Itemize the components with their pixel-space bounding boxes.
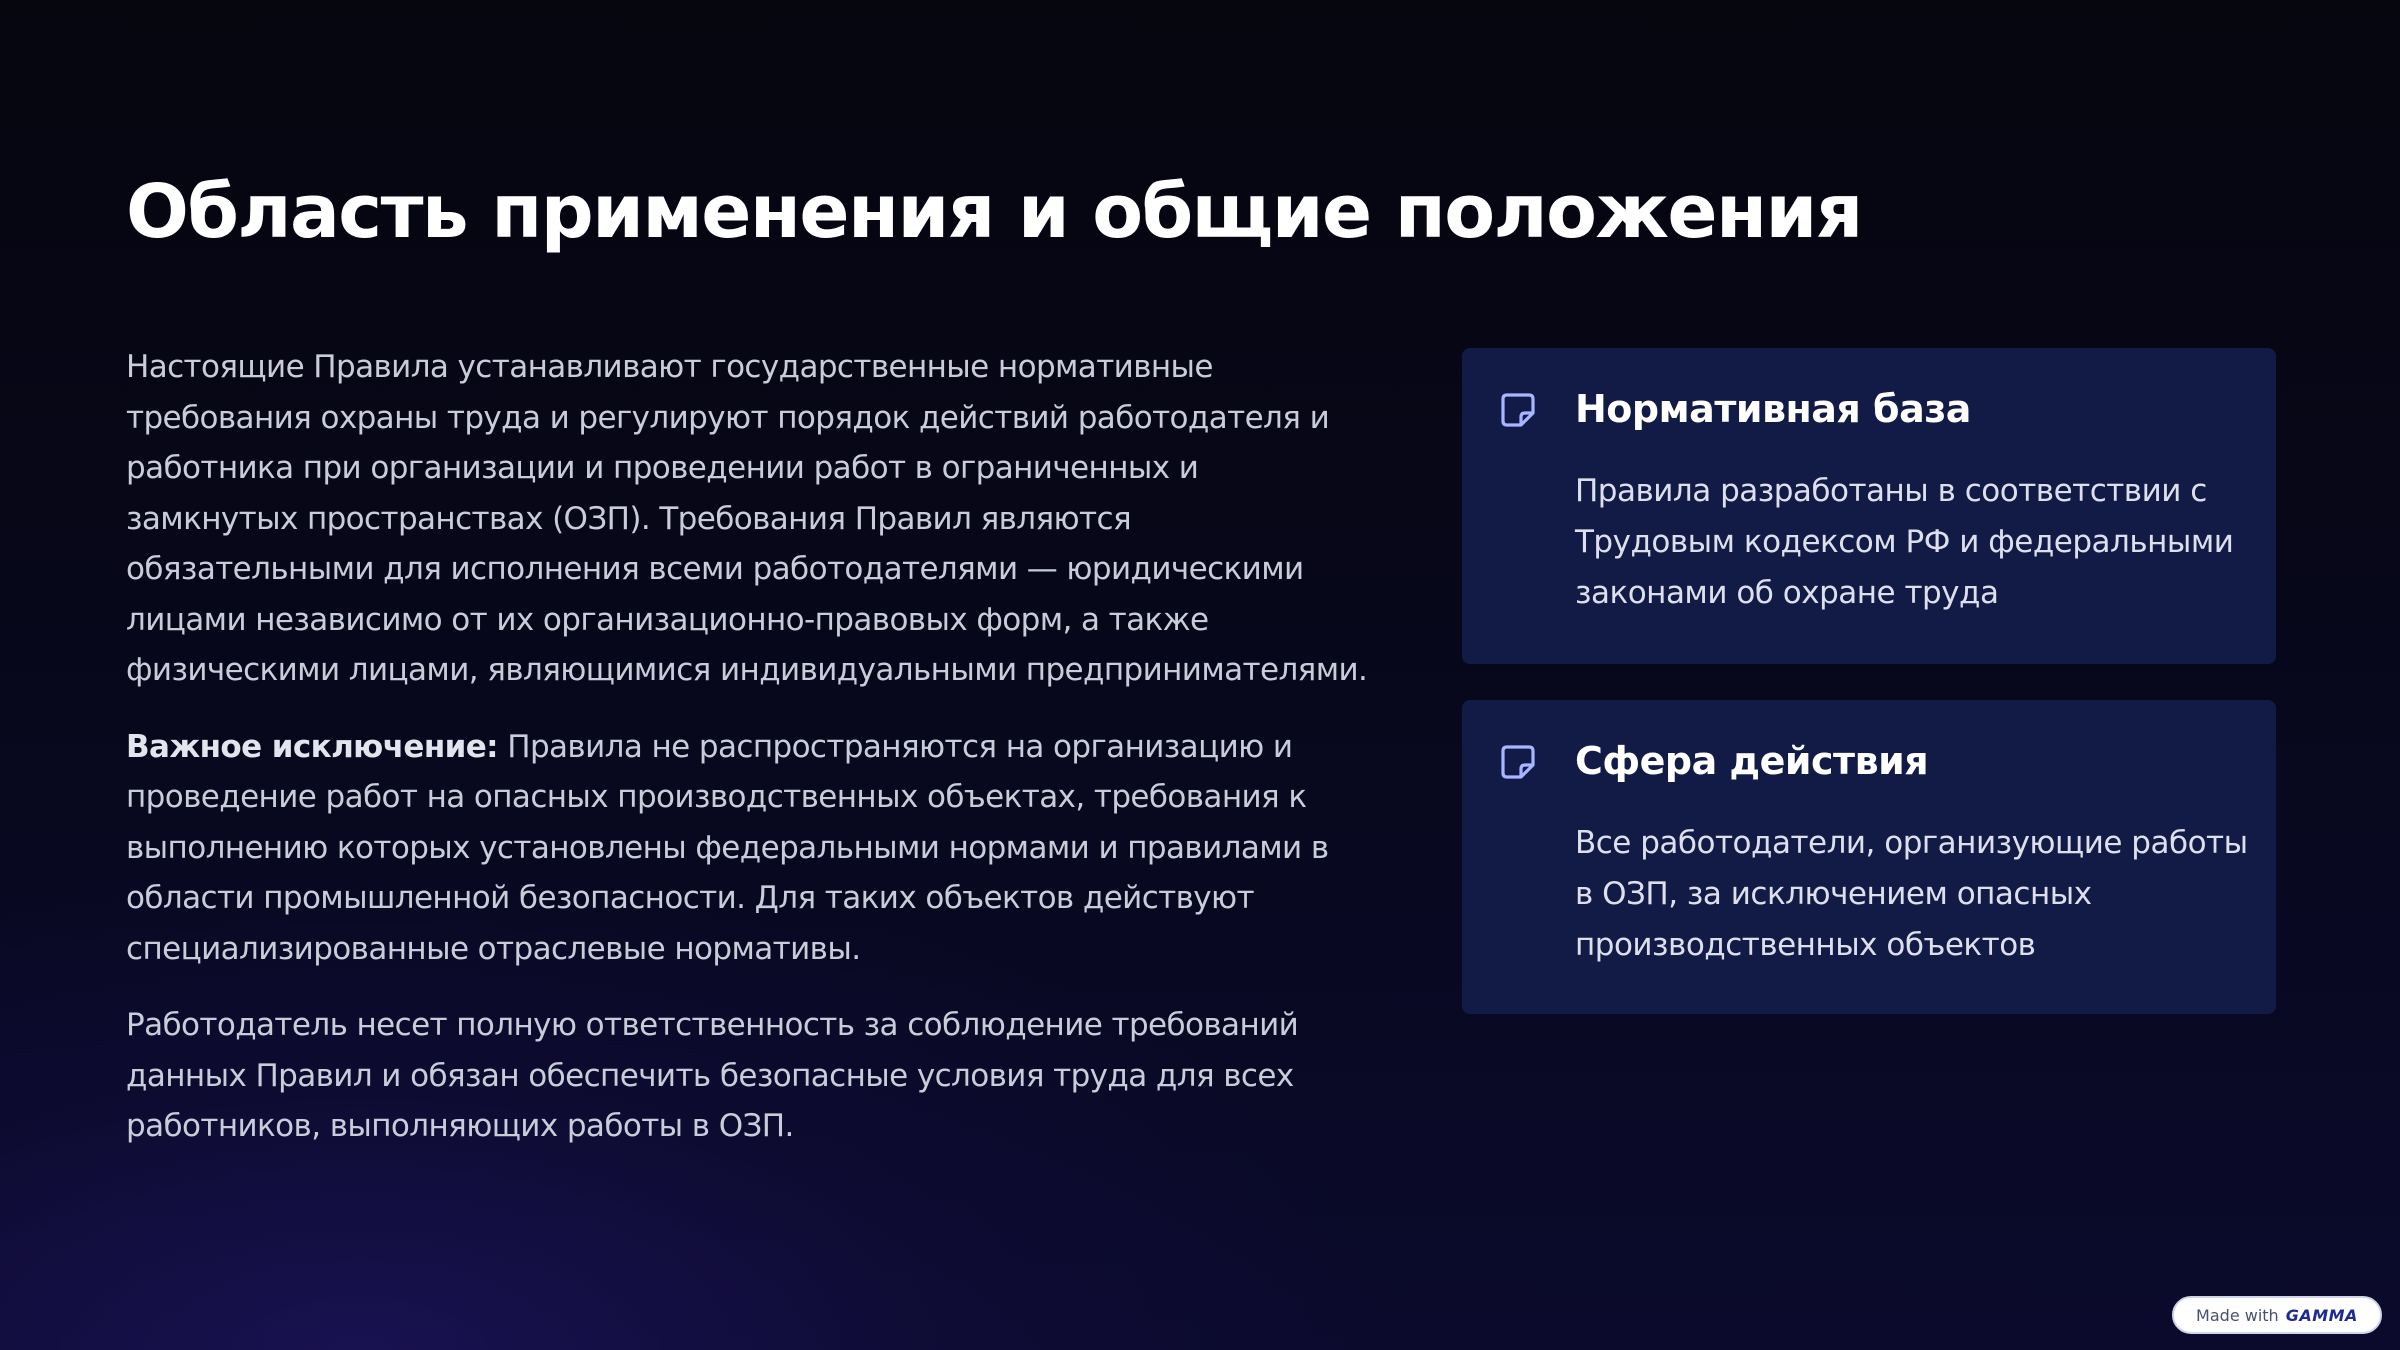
note-icon — [1500, 392, 1536, 428]
exception-paragraph — [126, 722, 1376, 975]
badge-prefix: Made with — [2196, 1305, 2279, 1325]
card-text: Правила разработаны в соответствии с Трудовым кодексом РФ и федеральными законами об охране труда — [1575, 473, 2234, 611]
body-text-column — [126, 342, 1376, 1178]
exception-text: Правила не распространяются на организацию и проведение работ на опасных производственных объектах, требования к выполнению которых установлены федеральными нормами и правилами в области промышленной безопасности. Для таких объектов действуют специализированные отраслевые нормативы. — [126, 728, 1329, 967]
gamma-logo: GAMMA — [2285, 1305, 2358, 1325]
exception-label: Важное исключение: — [126, 728, 498, 765]
card-heading: Нормативная база — [1575, 387, 1971, 431]
responsibility-paragraph: Работодатель несет полную ответственность за соблюдение требований данных Правил и обязан обеспечить безопасные условия труда для всех работников, выполняющих работы в ОЗП. — [126, 1007, 1299, 1144]
intro-paragraph: Настоящие Правила устанавливают государственные нормативные требования охраны труда и регулируют порядок действий работодателя и работника при организации и проведении работ в ограниченных и замкнутых пространствах (ОЗП). Требования Правил являются обязательными для исполнения всеми работодателями — юридическими лицами независимо от их организационно-правовых форм, а также физическими лицами, являющимися индивидуальными предпринимателями. — [126, 349, 1368, 688]
note-icon — [1500, 744, 1536, 780]
card-normative-base — [1462, 348, 2276, 664]
card-text: Все работодатели, организующие работы в ОЗП, за исключением опасных производственных объектов — [1575, 825, 2248, 963]
made-with-gamma-badge[interactable] — [2172, 1296, 2382, 1334]
slide-title: Область применения и общие положения — [126, 169, 1862, 255]
card-scope — [1462, 700, 2276, 1014]
card-heading: Сфера действия — [1575, 739, 1929, 783]
